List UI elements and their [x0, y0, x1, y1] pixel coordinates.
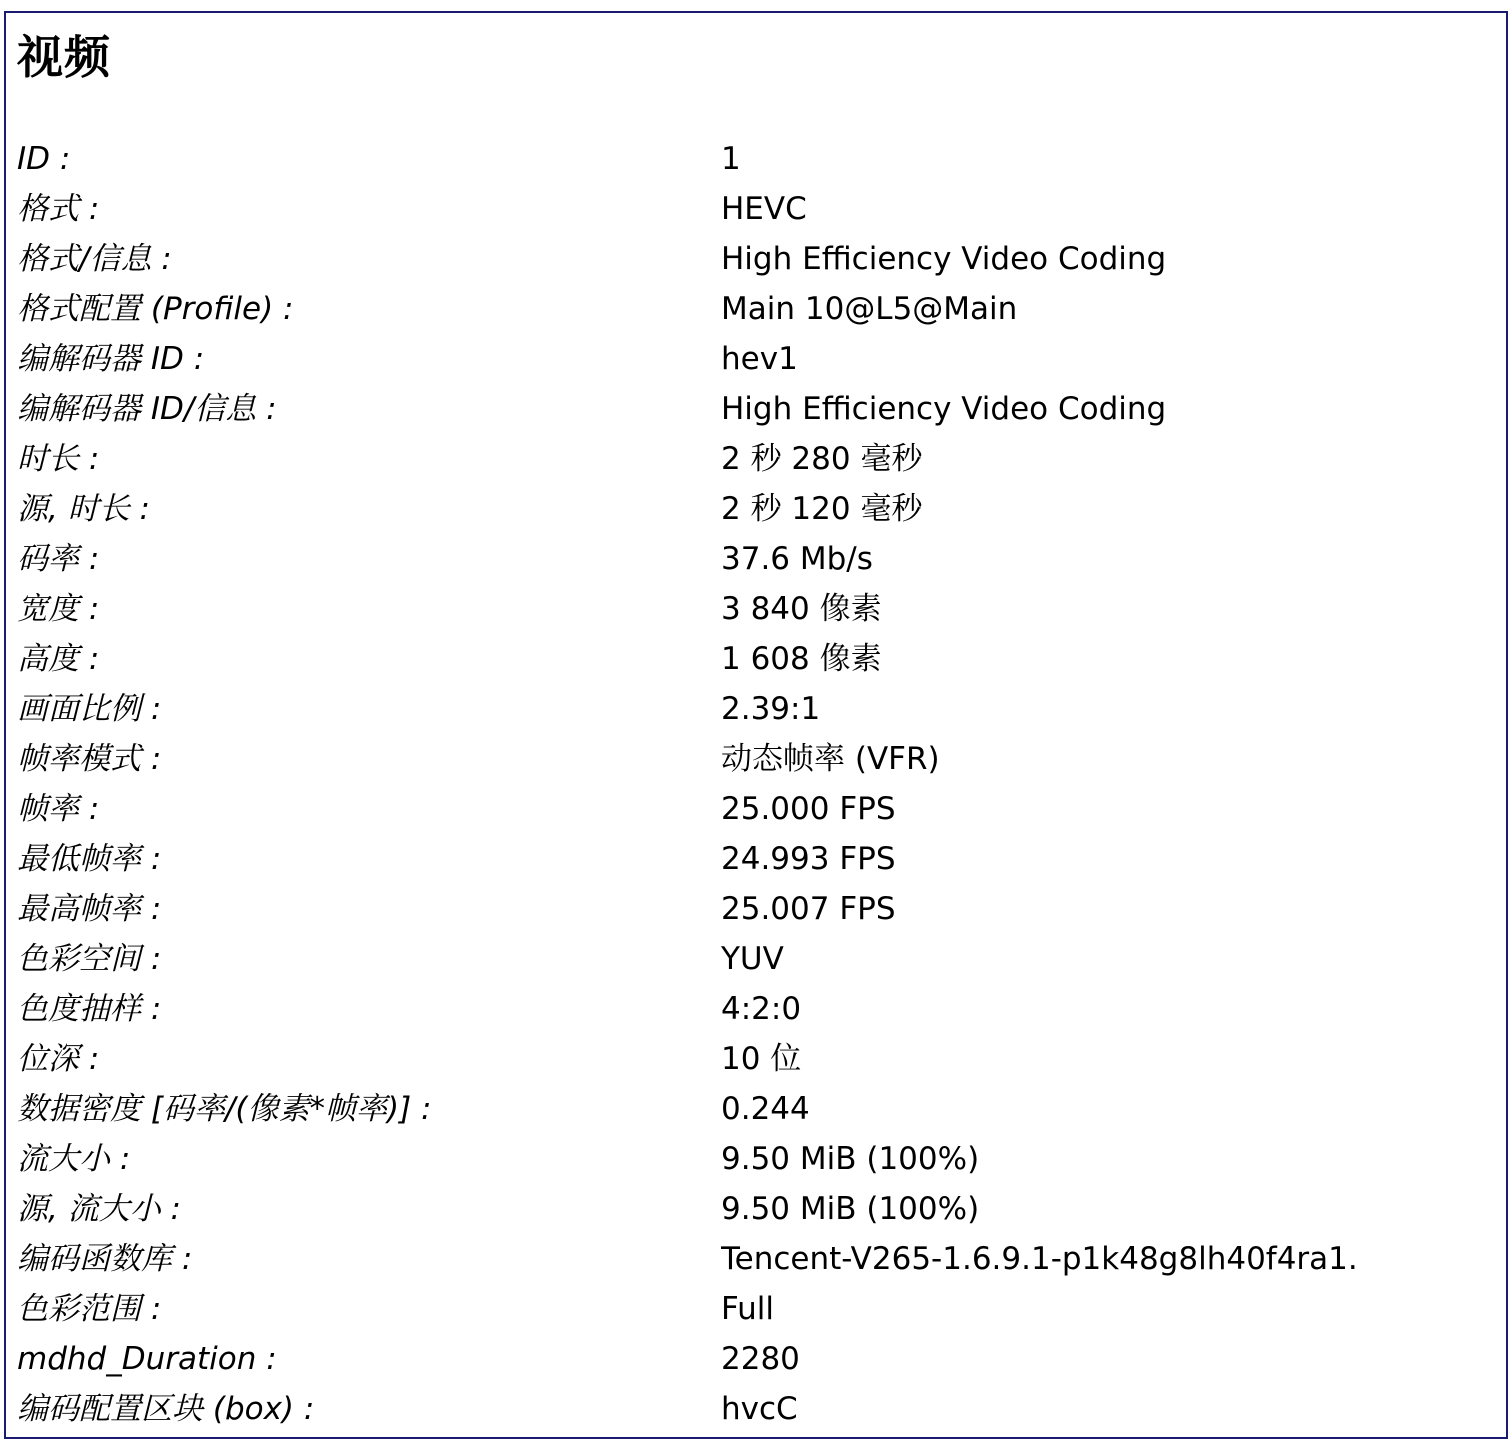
property-value: 25.000 FPS — [721, 791, 896, 827]
property-label: 格式配置 (Profile) : — [17, 291, 294, 327]
video-info-panel — [4, 11, 1508, 1439]
property-label: 编码配置区块 (box) : — [17, 1391, 315, 1427]
property-label: 编码函数库 : — [17, 1241, 193, 1277]
property-value: 3 840 像素 — [721, 591, 882, 627]
property-value: 37.6 Mb/s — [721, 541, 873, 577]
property-label: 格式 : — [17, 191, 100, 227]
property-label: mdhd_Duration : — [17, 1341, 277, 1377]
property-value: 2280 — [721, 1341, 800, 1377]
property-value: High Efficiency Video Coding — [721, 391, 1167, 427]
property-value: YUV — [721, 941, 784, 977]
table-row — [17, 1234, 1497, 1284]
table-row — [17, 234, 1497, 284]
table-row — [17, 284, 1497, 334]
table-row — [17, 184, 1497, 234]
table-row — [17, 1334, 1497, 1384]
property-value: HEVC — [721, 191, 807, 227]
property-label: 流大小 : — [17, 1141, 131, 1177]
property-value: 10 位 — [721, 1041, 802, 1077]
property-value: 2.39:1 — [721, 691, 821, 727]
property-value: 0.244 — [721, 1091, 810, 1127]
property-value: 动态帧率 (VFR) — [721, 741, 940, 777]
property-value: 24.993 FPS — [721, 841, 896, 877]
property-value: 1 608 像素 — [721, 641, 882, 677]
table-row — [17, 684, 1497, 734]
property-value: 9.50 MiB (100%) — [721, 1141, 980, 1177]
property-value: Tencent-V265-1.6.9.1-p1k48g8lh40f4ra1. — [721, 1241, 1358, 1277]
table-row — [17, 884, 1497, 934]
property-label: 数据密度 [码率/(像素*帧率)] : — [17, 1091, 432, 1127]
property-label: 色彩范围 : — [17, 1291, 162, 1327]
table-row — [17, 834, 1497, 884]
table-row — [17, 334, 1497, 384]
property-label: 最高帧率 : — [17, 891, 162, 927]
property-label: 时长 : — [17, 441, 100, 477]
section-title: 视频 — [17, 30, 111, 84]
table-row — [17, 1134, 1497, 1184]
property-value: 1 — [721, 141, 741, 177]
property-value: 4:2:0 — [721, 991, 802, 1027]
property-label: 最低帧率 : — [17, 841, 162, 877]
table-row — [17, 784, 1497, 834]
property-value: Main 10@L5@Main — [721, 291, 1018, 327]
property-label: 格式/信息 : — [17, 241, 172, 277]
table-row — [17, 1084, 1497, 1134]
property-value: hev1 — [721, 341, 798, 377]
table-row — [17, 1184, 1497, 1234]
property-label: 宽度 : — [17, 591, 100, 627]
table-row — [17, 584, 1497, 634]
property-label: 位深 : — [17, 1041, 100, 1077]
property-label: 码率 : — [17, 541, 100, 577]
property-label: 源, 流大小 : — [17, 1191, 182, 1227]
table-row — [17, 434, 1497, 484]
property-value: hvcC — [721, 1391, 798, 1427]
table-row — [17, 634, 1497, 684]
table-row — [17, 534, 1497, 584]
property-value: High Efficiency Video Coding — [721, 241, 1167, 277]
property-label: 高度 : — [17, 641, 100, 677]
property-label: 色彩空间 : — [17, 941, 162, 977]
table-row — [17, 1384, 1497, 1434]
property-label: ID : — [17, 141, 71, 177]
table-row — [17, 734, 1497, 784]
property-value: 2 秒 280 毫秒 — [721, 441, 923, 477]
table-row — [17, 1034, 1497, 1084]
video-properties-table — [17, 134, 1497, 1434]
table-row — [17, 384, 1497, 434]
property-label: 色度抽样 : — [17, 991, 162, 1027]
property-label: 帧率 : — [17, 791, 100, 827]
table-row — [17, 934, 1497, 984]
property-label: 编解码器 ID/信息 : — [17, 391, 277, 427]
table-row — [17, 484, 1497, 534]
table-row — [17, 134, 1497, 184]
property-label: 编解码器 ID : — [17, 341, 205, 377]
property-label: 帧率模式 : — [17, 741, 162, 777]
property-value: 25.007 FPS — [721, 891, 896, 927]
property-value: 9.50 MiB (100%) — [721, 1191, 980, 1227]
property-label: 画面比例 : — [17, 691, 162, 727]
property-value: 2 秒 120 毫秒 — [721, 491, 923, 527]
table-row — [17, 984, 1497, 1034]
property-value: Full — [721, 1291, 775, 1327]
table-row — [17, 1284, 1497, 1334]
property-label: 源, 时长 : — [17, 491, 151, 527]
